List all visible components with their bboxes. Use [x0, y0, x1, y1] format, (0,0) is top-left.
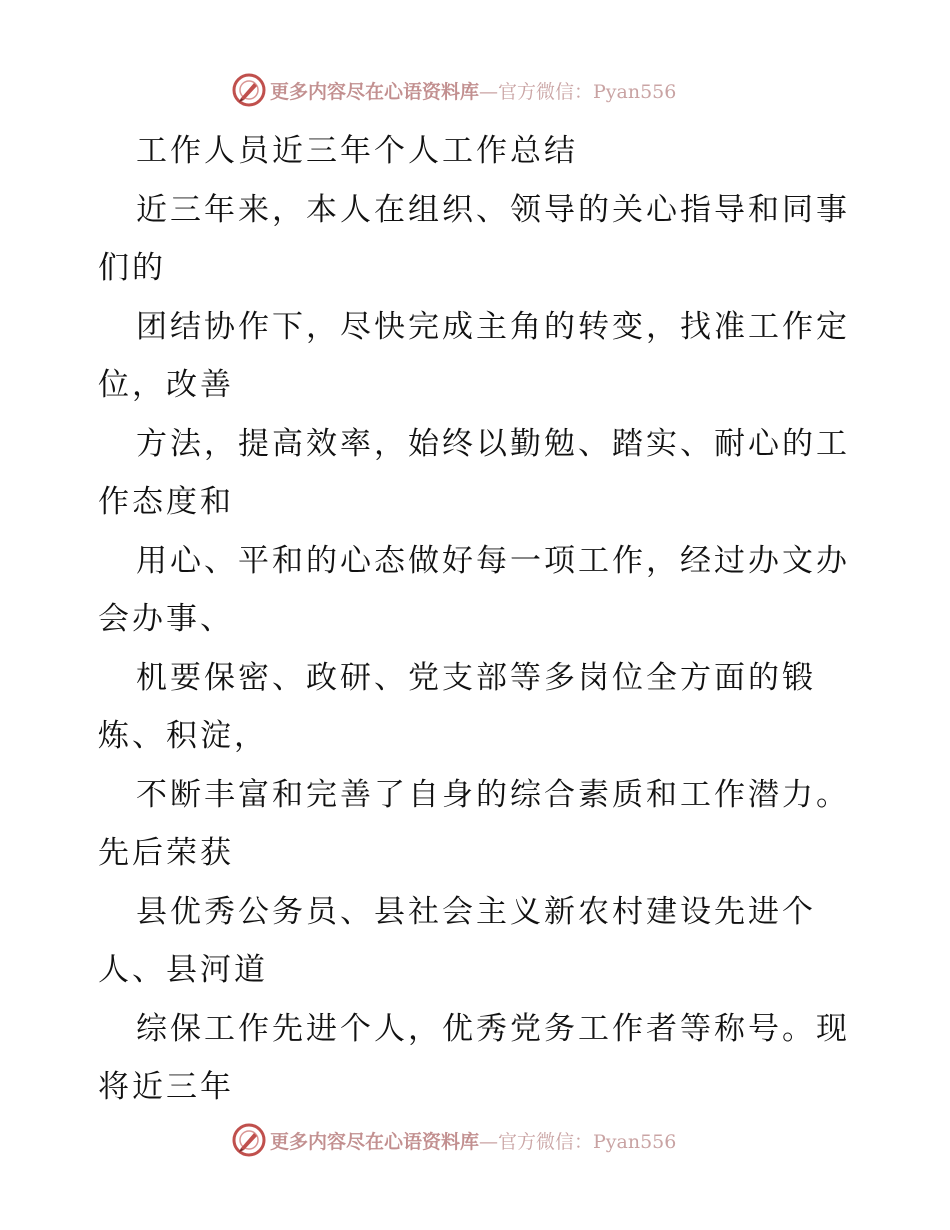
paragraph-line: 会办事、 — [98, 601, 234, 637]
pen-logo-icon — [232, 73, 266, 107]
watermark-suffix: 官方微信：Pyan556 — [498, 80, 677, 103]
paragraph-line: 将近三年 — [98, 1069, 234, 1105]
pen-logo-icon — [232, 1123, 266, 1157]
document-body — [98, 122, 858, 1117]
watermark-text — [270, 77, 676, 104]
paragraph-line: 综保工作先进个人，优秀党务工作者等称号。现 — [136, 1010, 850, 1047]
watermark-text — [270, 1127, 676, 1154]
paragraph-line: 先后荣获 — [98, 835, 234, 871]
paragraph-line: 位，改善 — [98, 367, 234, 403]
paragraph-line: 不断丰富和完善了自身的综合素质和工作潜力。 — [136, 776, 850, 813]
paragraph-line: 近三年来，本人在组织、领导的关心指导和同事 — [136, 191, 850, 228]
watermark-suffix: 官方微信：Pyan556 — [498, 1130, 677, 1153]
paragraph-line: 炼、积淀， — [98, 718, 268, 754]
paragraph-line: 作态度和 — [98, 484, 234, 520]
watermark-dash: — — [479, 80, 499, 103]
watermark-footer — [232, 1120, 732, 1160]
paragraph-line: 县优秀公务员、县社会主义新农村建设先进个 — [136, 893, 816, 930]
paragraph-line: 团结协作下，尽快完成主角的转变，找准工作定 — [136, 308, 850, 345]
paragraph-line: 用心、平和的心态做好每一项工作，经过办文办 — [136, 542, 850, 579]
paragraph-line: 机要保密、政研、党支部等多岗位全方面的锻 — [136, 659, 816, 696]
watermark-brand: 更多内容尽在心语资料库 — [270, 1130, 480, 1153]
watermark-dash: — — [479, 1130, 499, 1153]
paragraph-line: 人、县河道 — [98, 952, 268, 988]
document-title: 工作人员近三年个人工作总结 — [136, 133, 578, 169]
paragraph-line: 们的 — [98, 250, 166, 286]
paragraph-line: 方法，提高效率，始终以勤勉、踏实、耐心的工 — [136, 425, 850, 462]
watermark-header — [232, 70, 732, 110]
watermark-brand: 更多内容尽在心语资料库 — [270, 80, 480, 103]
